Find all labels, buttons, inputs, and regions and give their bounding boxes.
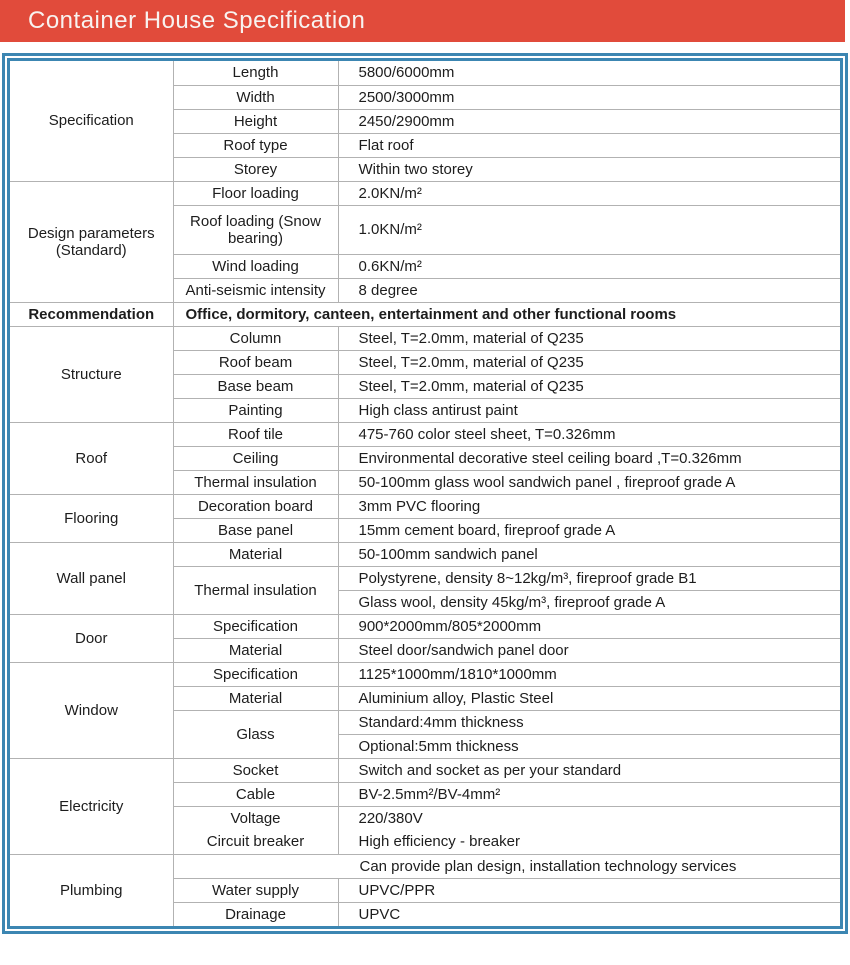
item-cell: Specification [173, 614, 338, 638]
item-cell-thermal-insulation: Thermal insulation [173, 566, 338, 614]
value-cell: Steel, T=2.0mm, material of Q235 [338, 326, 840, 350]
item-cell: Base panel [173, 518, 338, 542]
category-cell-door: Door [10, 614, 173, 662]
category-cell-flooring: Flooring [10, 494, 173, 542]
value-cell: UPVC/PPR [338, 878, 840, 902]
value-cell: 50-100mm glass wool sandwich panel , fireproof grade A [338, 470, 840, 494]
value-cell: 475-760 color steel sheet, T=0.326mm [338, 422, 840, 446]
value-cell: BV-2.5mm²/BV-4mm² [338, 782, 840, 806]
value-cell: Environmental decorative steel ceiling board ,T=0.326mm [338, 446, 840, 470]
category-cell-plumbing: Plumbing [10, 854, 173, 926]
plumbing-note-cell: Can provide plan design, installation technology services [173, 854, 840, 878]
value-cell: 3mm PVC flooring [338, 494, 840, 518]
table-row [10, 302, 840, 326]
item-cell: Socket [173, 758, 338, 782]
item-cell: Ceiling [173, 446, 338, 470]
item-cell-glass: Glass [173, 710, 338, 758]
table-row [10, 422, 840, 446]
item-cell: Water supply [173, 878, 338, 902]
item-cell: Floor loading [173, 181, 338, 205]
item-cell: Length [173, 61, 338, 85]
value-cell: Steel, T=2.0mm, material of Q235 [338, 374, 840, 398]
item-cell: Storey [173, 157, 338, 181]
table-row [10, 854, 840, 878]
value-cell: 8 degree [338, 278, 840, 302]
item-cell: Roof beam [173, 350, 338, 374]
category-cell-wall-panel: Wall panel [10, 542, 173, 614]
value-cell: High class antirust paint [338, 398, 840, 422]
item-cell: Drainage [173, 902, 338, 926]
value-cell: Glass wool, density 45kg/m³, fireproof grade A [338, 590, 840, 614]
table-row [10, 662, 840, 686]
spec-table [10, 61, 840, 926]
item-cell: Cable [173, 782, 338, 806]
value-cell: 1125*1000mm/1810*1000mm [338, 662, 840, 686]
value-cell: Switch and socket as per your standard [338, 758, 840, 782]
table-frame-inner [7, 58, 843, 929]
item-cell: Wind loading [173, 254, 338, 278]
value-cell: Flat roof [338, 133, 840, 157]
value-cell: 50-100mm sandwich panel [338, 542, 840, 566]
value-cell: 15mm cement board, fireproof grade A [338, 518, 840, 542]
item-cell: Base beam [173, 374, 338, 398]
item-cell: Circuit breaker [173, 830, 338, 854]
title-bar [0, 0, 845, 42]
value-cell: 220/380V [338, 806, 840, 830]
category-cell-specification: Specification [10, 61, 173, 181]
item-cell: Width [173, 85, 338, 109]
category-cell-design-parameters: Design parameters (Standard) [10, 181, 173, 302]
value-cell: UPVC [338, 902, 840, 926]
recommendation-value-cell: Office, dormitory, canteen, entertainment and other functional rooms [173, 302, 840, 326]
item-cell: Roof type [173, 133, 338, 157]
item-cell: Specification [173, 662, 338, 686]
table-row [10, 542, 840, 566]
item-cell: Column [173, 326, 338, 350]
value-cell: Optional:5mm thickness [338, 734, 840, 758]
item-cell: Material [173, 638, 338, 662]
value-cell: High efficiency - breaker [338, 830, 840, 854]
item-cell: Anti-seismic intensity [173, 278, 338, 302]
value-cell: Within two storey [338, 157, 840, 181]
item-cell: Material [173, 542, 338, 566]
value-cell: 2450/2900mm [338, 109, 840, 133]
value-cell: 2.0KN/m² [338, 181, 840, 205]
category-cell-electricity: Electricity [10, 758, 173, 854]
item-cell: Decoration board [173, 494, 338, 518]
table-row [10, 181, 840, 205]
table-frame [2, 53, 848, 934]
value-cell: Standard:4mm thickness [338, 710, 840, 734]
item-cell: Painting [173, 398, 338, 422]
item-cell: Roof tile [173, 422, 338, 446]
table-row [10, 758, 840, 782]
value-cell: Steel door/sandwich panel door [338, 638, 840, 662]
value-cell: 2500/3000mm [338, 85, 840, 109]
item-cell: Roof loading (Snow bearing) [173, 205, 338, 254]
table-row [10, 494, 840, 518]
value-cell: Aluminium alloy, Plastic Steel [338, 686, 840, 710]
value-cell: 1.0KN/m² [338, 205, 840, 254]
category-cell-recommendation: Recommendation [10, 302, 173, 326]
item-cell: Voltage [173, 806, 338, 830]
table-row [10, 326, 840, 350]
item-cell: Material [173, 686, 338, 710]
table-row [10, 61, 840, 85]
category-cell-roof: Roof [10, 422, 173, 494]
category-cell-window: Window [10, 662, 173, 758]
value-cell: Polystyrene, density 8~12kg/m³, fireproof grade B1 [338, 566, 840, 590]
table-row [10, 614, 840, 638]
item-cell: Thermal insulation [173, 470, 338, 494]
value-cell: 5800/6000mm [338, 61, 840, 85]
page-title: Container House Specification [28, 7, 366, 34]
value-cell: Steel, T=2.0mm, material of Q235 [338, 350, 840, 374]
value-cell: 0.6KN/m² [338, 254, 840, 278]
value-cell: 900*2000mm/805*2000mm [338, 614, 840, 638]
category-cell-structure: Structure [10, 326, 173, 422]
item-cell: Height [173, 109, 338, 133]
